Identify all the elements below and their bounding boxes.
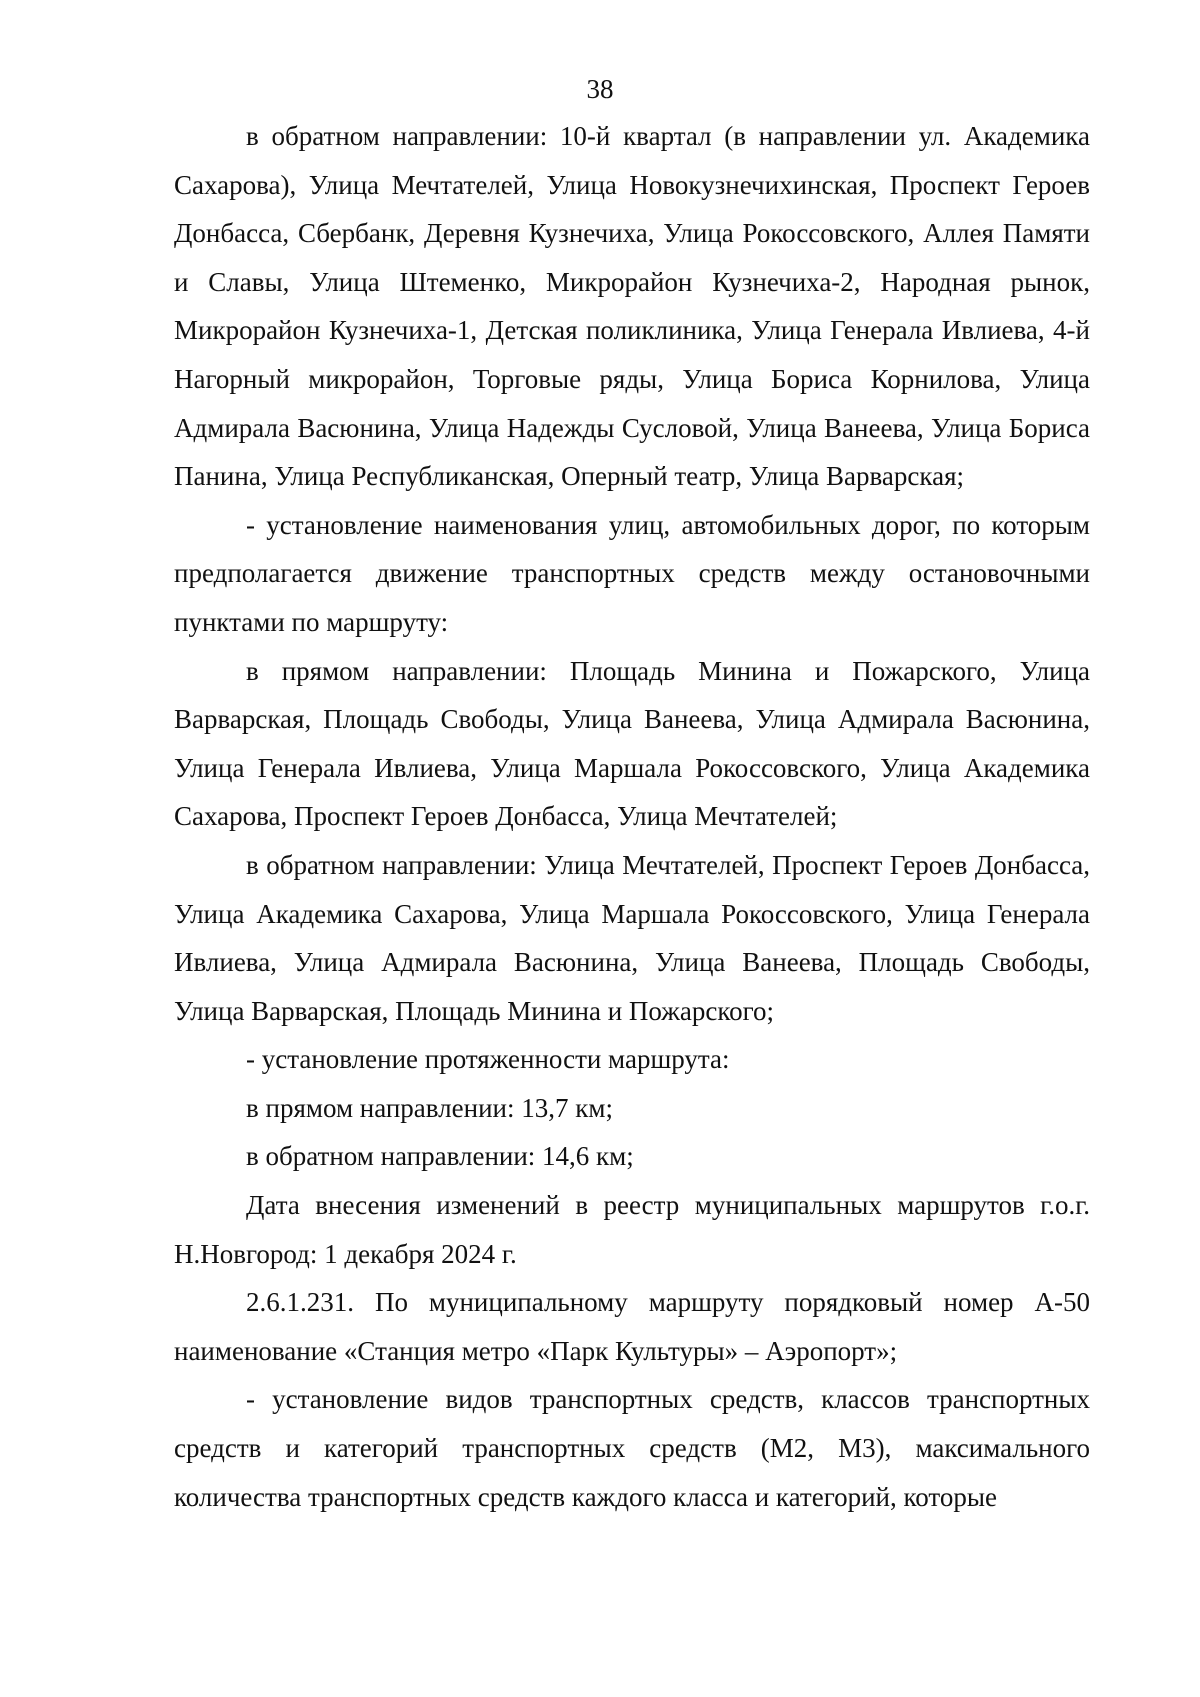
paragraph-reverse-streets: в обратном направлении: Улица Мечтателей, Проспект Героев Донбасса, Улица Академика Сахарова, Улица Маршала Рокоссовского, Улица Генерала Ивлиева, Улица Адмирала Васюнина, Улица Ванеева, Площадь Свободы, Улица Варварская, Площадь Минина и Пожарского; [174, 849, 1090, 1026]
paragraph-route-a50: 2.6.1.231. По муниципальному маршруту порядковый номер А-50 наименование «Станция метро «Парк Культуры» – Аэропорт»; [174, 1287, 1090, 1366]
page-number: 38 [586, 74, 614, 104]
paragraph-reverse-stops: в обратном направлении: 10-й квартал (в направлении ул. Академика Сахарова), Улица Мечтателей, Улица Новокузнечихинская, Проспект Героев Донбасса, Сбербанк, Деревня Кузнечиха, Улица Рокоссовского, Аллея Памяти и Славы, Улица Штеменко, Микрорайон Кузнечиха-2, Народная рынок, Микрорайон Кузнечиха-1, Детская поликлиника, Улица Генерала Ивлиева, 4-й Нагорный микрорайон, Торговые ряды, Улица Бориса Корнилова, Улица Адмирала Васюнина, Улица Надежды Сусловой, Улица Ванеева, Улица Бориса Панина, Улица Республиканская, Оперный театр, Улица Варварская; [174, 121, 1090, 492]
paragraph-reverse-length: в обратном направлении: 14,6 км; [246, 1141, 634, 1172]
document-body [174, 112, 1090, 1521]
paragraph-length-heading: - установление протяженности маршрута: [246, 1044, 730, 1075]
paragraph-streets-heading: - установление наименования улиц, автомобильных дорог, по которым предполагается движение транспортных средств между остановочными пунктами по маршруту: [174, 509, 1090, 637]
paragraph-forward-length: в прямом направлении: 13,7 км; [246, 1092, 613, 1123]
paragraph-registry-date: Дата внесения изменений в реестр муниципальных маршрутов г.о.г. Н.Новгород: 1 декабря 2024 г. [174, 1190, 1090, 1269]
paragraph-forward-streets: в прямом направлении: Площадь Минина и Пожарского, Улица Варварская, Площадь Свободы, Улица Ванеева, Улица Адмирала Васюнина, Улица Генерала Ивлиева, Улица Маршала Рокоссовского, Улица Академика Сахарова, Проспект Героев Донбасса, Улица Мечтателей; [174, 655, 1090, 832]
paragraph-vehicle-types: - установление видов транспортных средств, классов транспортных средств и категорий транспортных средств (М2, М3), максимального количества транспортных средств каждого класса и категорий, которые [174, 1384, 1090, 1512]
